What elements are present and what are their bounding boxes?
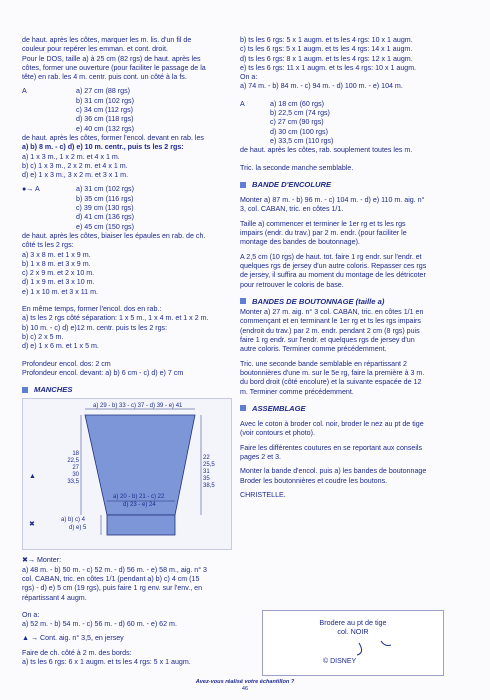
text-line: d) 1 x 9 m. et 3 x 10 m. — [22, 278, 95, 287]
text-line: de haut. après les côtes, former l'encol. devant en rab. les — [22, 133, 204, 142]
marker-a: A — [240, 99, 245, 108]
measure-line: a) 27 cm (88 rgs) — [76, 87, 131, 96]
schema-top-width: a) 29 - b) 33 - c) 37 - d) 39 - e) 41 — [93, 403, 183, 410]
text-line: impairs (endr. du trav.) par 2 m. endr. (pour faciliter le — [240, 229, 407, 238]
text-line: a) b) 8 m. - c) d) e) 10 m. centr., puis ts les 2 rgs: — [22, 143, 184, 152]
text-line: col. CABAN, tric. en côtes 1/1 (pendant a) b) c) 4 cm (15 — [22, 574, 200, 583]
disney-copyright: © DISNEY — [323, 658, 357, 665]
measure-line: a) 31 cm (102 rgs) — [76, 185, 134, 194]
height-value: 35 — [203, 476, 210, 483]
text-line: c) ts les 6 rgs: 5 x 1 augm. et ts les 4 rgs: 14 x 1 augm. — [240, 45, 413, 54]
text-line: couleur pour repérer les emman. et cont. droit. — [22, 45, 168, 54]
section-heading-boutonnage — [240, 297, 458, 306]
text-line: autre coloris. Terminer comme précédemment. — [240, 345, 387, 354]
text-line: a) ts les 6 rgs: 6 x 1 augm. et ts les 4 rgs: 5 x 1 augm. — [22, 658, 191, 667]
text-line: d) e) 1 x 6 m. et 1 x 5 m. — [22, 342, 99, 351]
text-line: pour retrouver le coloris de base. — [240, 280, 344, 289]
text-line: b) 10 m. - c) d) e)12 m. centr. puis ts les 2 rgs: — [22, 323, 168, 332]
measure-line: b) 22,5 cm (74 rgs) — [270, 109, 330, 118]
text-line: (endroit du trav.) par 2 m. endr. pendant 2 cm (8 rgs) puis — [240, 326, 420, 335]
text-line: de haut. après les côtes, rab. souplement toutes les m. — [240, 146, 413, 155]
text-line: Avec le coton à broder col. noir, broder le nez au pt de tige — [240, 420, 424, 429]
schema-left-heights — [61, 451, 79, 486]
text-line: Tric. une seconde bande semblable en répartissant 2 — [240, 359, 407, 368]
text-line: Monter la bande d'encol. puis a) les bandes de boutonnage — [240, 467, 427, 476]
text-line: Monter a) 87 m. - b) 96 m. - c) 104 m. - d) e) 110 m. aig. n° — [240, 196, 425, 205]
measure-line: d) 36 cm (118 rgs) — [76, 115, 134, 124]
heading-text: ASSEMBLAGE — [252, 403, 306, 413]
measure-line: c) 27 cm (90 rgs) — [270, 118, 324, 127]
text-line: Faire les différentes coutures en se reportant aux conseils — [240, 443, 423, 452]
schema-bottom-width-2: d) 23 - e) 24 — [123, 502, 156, 509]
height-value: 22 — [203, 455, 210, 462]
text-line: de haut. après les côtes, biaiser les épaules en rab. de ch. — [22, 231, 206, 240]
text-line: (voir contours et photo). — [240, 429, 315, 438]
section-heading-encolure — [240, 180, 458, 189]
heading-text: BANDES DE BOUTONNAGE (taille a) — [252, 296, 385, 306]
text-line: a) 52 m. - b) 54 m. - c) 56 m. - d) 60 m. - e) 62 m. — [22, 620, 177, 629]
text-line: a) 1 x 3 m., 1 x 2 m. et 4 x 1 m. — [22, 152, 120, 161]
measure-line: d) 41 cm (136 rgs) — [76, 213, 134, 222]
sleeve-schema-diagram — [22, 398, 232, 550]
signature: CHRISTELLE. — [240, 490, 286, 499]
text-line: a) 3 x 8 m. et 1 x 9 m. — [22, 250, 91, 259]
text-line: 3, col. CABAN, tric. en côtes 1/1. — [240, 205, 344, 214]
schema-cuff-height-1: a) b) c) 4 — [61, 517, 86, 524]
text-line: commençant et en terminant le 1er rg et ts les rgs impairs — [240, 317, 421, 326]
text-line: pages 2 et 3. — [240, 452, 282, 461]
text-line: d) e) 1 x 3 m., 3 x 2 m. et 3 x 1 m. — [22, 171, 129, 180]
sleeve-shape — [23, 399, 231, 549]
schema-right-heights — [203, 455, 223, 490]
measure-line: b) 35 cm (116 rgs) — [76, 194, 134, 203]
section-heading-assemblage — [240, 404, 458, 413]
text-line: tête) en rab. les 4 m. centr. puis cont. un côté à la fs. — [22, 73, 187, 82]
measure-block-2 — [22, 185, 230, 231]
embroidery-motif-box — [262, 610, 444, 676]
text-line: On a: — [240, 73, 258, 82]
text-line: rgs) - d) e) 5 cm (19 rgs), puis faire 1 rg env. sur l'env., en — [22, 584, 203, 593]
cross-marker-icon: ✖ — [29, 521, 35, 529]
text-line: côté ts les 2 rgs: — [22, 241, 74, 250]
height-value: 22,5 — [67, 458, 79, 465]
text-line: du bord droit (côté encolure) et la suivante espacée de 12 — [240, 378, 422, 387]
box-caption-line1: Brodere au pt de tige — [319, 618, 387, 627]
text-line: On a: — [22, 610, 40, 619]
height-value: 18 — [72, 451, 79, 458]
text-line: quelques rgs de jersey d'un autre coloris. Repasser ces rgs — [240, 261, 427, 270]
text-line: ✖→ Monter: — [22, 556, 62, 565]
text-line: Profondeur encol. dos: 2 cm — [22, 359, 111, 368]
square-bullet-icon — [240, 405, 246, 411]
measure-block-1 — [22, 87, 230, 133]
text-line: A 2,5 cm (10 rgs) de haut. tot. faire 1 rg endr. sur l'endr. et — [240, 252, 422, 261]
measure-line: c) 39 cm (130 rgs) — [76, 204, 134, 213]
marker-a: A — [22, 87, 27, 96]
text-line: boutonnières d'une m. sur le 5e rg, faire la première à 3 m. — [240, 368, 425, 377]
text-line: de jersey, il suffira au moment du montage de les détricoter — [240, 271, 426, 280]
right-column — [240, 36, 458, 500]
section-heading-manches — [22, 385, 230, 394]
text-line: a) 48 m. - b) 50 m. - c) 52 m. - d) 56 m. - e) 58 m., aig. n° 3 — [22, 565, 207, 574]
schema-cuff-height-2: d) e) 5 — [69, 525, 87, 532]
text-line: Monter a) 27 m. aig. n° 3 col. CABAN, tric. en côtes 1/1 en — [240, 308, 424, 317]
text-line: b) c) 1 x 3 m., 2 x 2 m. et 4 x 1 m. — [22, 161, 128, 170]
measure-line: e) 33,5 cm (110 rgs) — [270, 136, 334, 145]
heading-text: MANCHES — [34, 385, 73, 395]
text-line: e) ts les 6 rgs: 11 x 1 augm. et ts les 4 rgs: 10 x 1 augm. — [240, 63, 417, 72]
text-line: Taille a) commencer et terminer le 1er rg et ts les rgs — [240, 219, 406, 228]
height-value: 38,5 — [203, 483, 215, 490]
measure-line: e) 40 cm (132 rgs) — [76, 124, 134, 133]
text-line: montage des bandes de boutonnage). — [240, 238, 360, 247]
height-value: 31 — [203, 469, 210, 476]
text-line: b) ts les 6 rgs: 5 x 1 augm. et ts les 4 rgs: 10 x 1 augm. — [240, 36, 413, 44]
measure-block-3 — [240, 100, 458, 146]
text-line: a) ts les 2 rgs côté séparation: 1 x 5 m., 1 x 4 m. et 1 x 2 m. — [22, 314, 209, 323]
text-line: a) 74 m. - b) 84 m. - c) 94 m. - d) 100 m. - e) 104 m. — [240, 82, 403, 91]
square-bullet-icon — [240, 298, 246, 304]
text-line: c) 2 x 9 m. et 2 x 10 m. — [22, 269, 95, 278]
square-bullet-icon — [240, 182, 246, 188]
text-line: En même temps, former l'encol. dos en rab.: — [22, 305, 162, 314]
measure-line: a) 18 cm (60 rgs) — [270, 99, 325, 108]
text-line: b) c) 2 x 5 m. — [22, 332, 64, 341]
height-value: 33,5 — [67, 479, 79, 486]
nose-motif-icon — [351, 639, 411, 659]
text-line: d) ts les 6 rgs: 8 x 1 augm. et ts les 4 rgs: 12 x 1 augm. — [240, 54, 413, 63]
page-number: 46 — [241, 686, 249, 692]
triangle-marker-icon: ▲ — [29, 473, 36, 481]
text-line: ▲ → Cont. aig. n° 3,5, en jersey — [22, 634, 124, 643]
height-value: 27 — [72, 465, 79, 472]
heading-text: BANDE D'ENCOLURE — [252, 179, 332, 189]
square-bullet-icon — [22, 387, 28, 393]
box-caption-line2: col. NOIR — [337, 627, 369, 636]
schema-bottom-width-1: a) 20 - b) 21 - c) 22 — [113, 494, 165, 501]
text-line: côtes, former une ouverture (pour faciliter le passage de la — [22, 63, 206, 72]
text-line: de haut. après les côtes, marquer les m. lis. d'un fil de — [22, 36, 192, 44]
text-line: Profondeur encol. devant: a) b) 6 cm - c) d) e) 7 cm — [22, 368, 184, 377]
text-line: m. Terminer comme précédemment. — [240, 387, 354, 396]
text-line: Tric. la seconde manche semblable. — [240, 163, 354, 172]
measure-line: b) 31 cm (102 rgs) — [76, 96, 134, 105]
text-line: Faire de ch. côté à 2 m. des bords: — [22, 648, 132, 657]
text-line: Pour le DOS, taille a) à 25 cm (82 rgs) de haut. après les — [22, 54, 201, 63]
measure-line: e) 45 cm (150 rgs) — [76, 222, 134, 231]
left-column — [22, 36, 230, 667]
measure-line: d) 30 cm (100 rgs) — [270, 127, 328, 136]
marker-dot-arrow-a: ●→ A — [22, 185, 40, 194]
text-line: Broder les boutonnières et coudre les boutons. — [240, 476, 388, 485]
footer-note: Avez-vous réalisé votre échantillon ? — [195, 679, 295, 685]
text-line: répartissant 4 augm. — [22, 593, 87, 602]
measure-line: c) 34 cm (112 rgs) — [76, 106, 134, 115]
height-value: 25,5 — [203, 462, 215, 469]
text-line: b) 1 x 8 m. et 3 x 9 m. — [22, 259, 91, 268]
text-line: e) 1 x 10 m. et 3 x 11 m. — [22, 287, 98, 296]
text-line: faire 1 rg endr. sur l'endr. et quelques rgs de jersey d'un — [240, 336, 415, 345]
height-value: 30 — [72, 472, 79, 479]
